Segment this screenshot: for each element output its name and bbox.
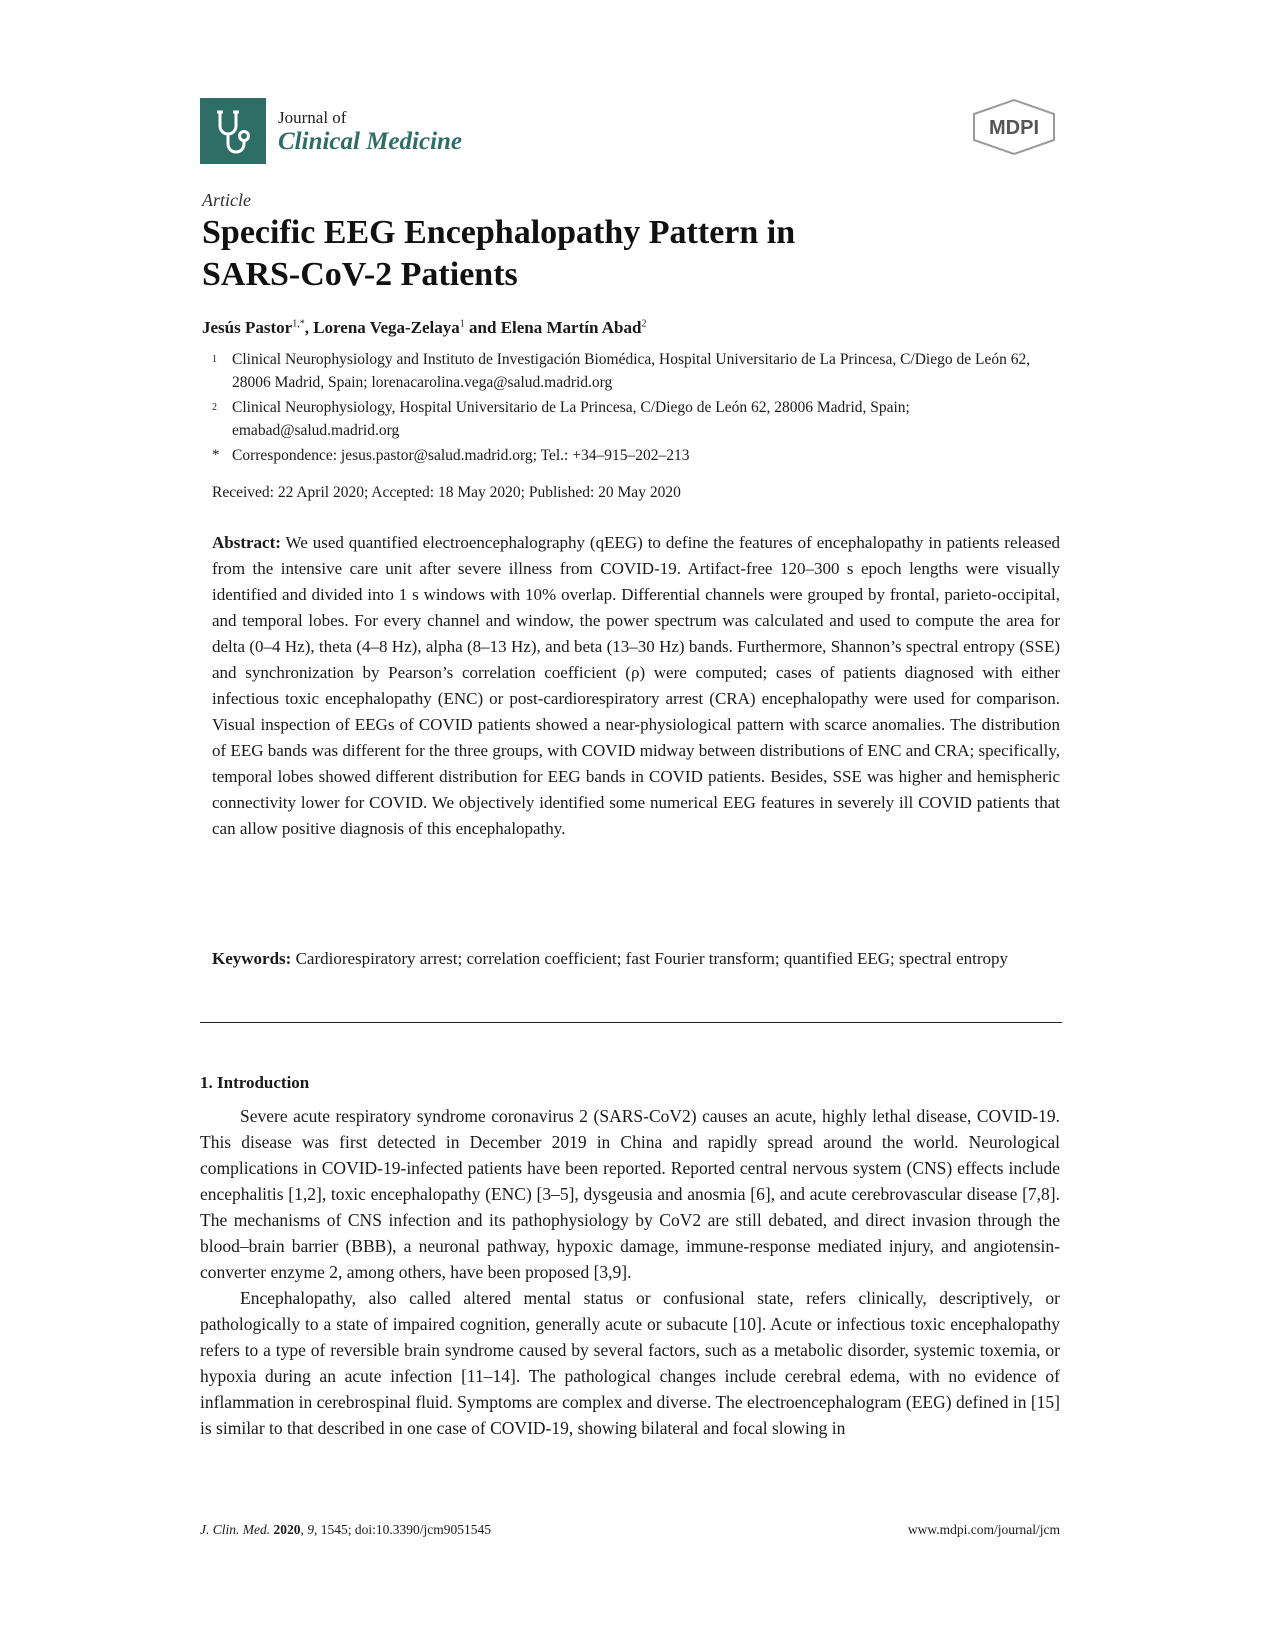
publication-dates: Received: 22 April 2020; Accepted: 18 May 2020; Published: 20 May 2020 [212,484,681,501]
title-line-1: Specific EEG Encephalopathy Pattern in [202,214,796,251]
footer-year: 2020 [273,1522,301,1537]
svg-text:MDPI: MDPI [989,117,1039,139]
affiliation-text: Clinical Neurophysiology and Instituto de Investigación Biomédica, Hospital Universitario de La Princesa, C/Diego de León 62, 28006 Madrid, Spain; lorenacarolina.vega@salud.madrid.org [232,351,1031,391]
article-title [202,212,1102,296]
author-name: Lorena Vega-Zelaya [313,318,460,337]
footer-citation: J. Clin. Med. 2020, 9, 1545; doi:10.3390/jcm9051545 [200,1522,491,1537]
affiliation-1 [212,348,1072,394]
authors [202,318,646,338]
keywords-text: Cardiorespiratory arrest; correlation coefficient; fast Fourier transform; quantified EEG; spectral entropy [295,949,1009,968]
journal-name: Clinical Medicine [278,128,463,155]
author-sup: 2 [641,318,647,330]
correspondence-text: Correspondence: jesus.pastor@salud.madrid.org; Tel.: +34–915–202–213 [232,447,690,464]
footer-volume: 9 [307,1522,314,1537]
footer-journal-abbr: J. Clin. Med. [200,1522,271,1537]
title-line-2: SARS-CoV-2 Patients [202,256,518,293]
author-separator: and [464,318,501,337]
section-body [200,1103,1060,1441]
abstract [212,530,1060,842]
section-heading: 1. Introduction [200,1073,310,1092]
abstract-label: Abstract: [212,533,281,552]
paragraph: Encephalopathy, also called altered mental status or confusional state, refers clinically, descriptively, or pathologically to a state of impaired cognition, generally acute or subacute [10]. Acute or infectious toxic encephalopathy refers to a type of reversible brain syndrome caused by several factors, such as a metabolic disorder, systemic toxemia, or hypoxia during an acute infection [11–14]. The pathological changes include cerebral edema, with no evidence of inflammation in cerebrospinal fluid. Symptoms are complex and diverse. The electroencephalogram (EEG) defined in [15] is similar to that described in one case of COVID-19, showing bilateral and focal slowing in [200,1288,1060,1438]
author-name: Elena Martín Abad [500,318,642,337]
keywords [212,946,1060,972]
author-name: Jesús Pastor [202,318,293,337]
mdpi-logo [970,98,1058,156]
article-type: Article [202,190,251,210]
footer-doi: , 1545; doi:10.3390/jcm9051545 [314,1522,491,1537]
author-sup: 1 [459,318,465,330]
affiliation-text: Clinical Neurophysiology, Hospital Universitario de La Princesa, C/Diego de León 62, 28006 Madrid, Spain; emabad@salud.madrid.org [232,399,910,439]
paragraph: Severe acute respiratory syndrome coronavirus 2 (SARS-CoV2) causes an acute, highly lethal disease, COVID-19. This disease was first detected in December 2019 in China and rapidly spread around the world. Neurological complications in COVID-19-infected patients have been reported. Reported central nervous system (CNS) effects include encephalitis [1,2], toxic encephalopathy (ENC) [3–5], dysgeusia and anosmia [6], and acute cerebrovascular disease [7,8]. The mechanisms of CNS infection and its pathophysiology by CoV2 are still debated, and direct invasion through the blood–brain barrier (BBB), a neuronal pathway, hypoxic damage, immune-response mediated injury, and angiotensin-converter enzyme 2, among others, have been proposed [3,9]. [200,1106,1060,1282]
author-sup: 1,* [292,318,305,330]
journal-logo [200,98,266,164]
author-separator: , [304,318,314,337]
stethoscope-icon [200,98,266,164]
correspondence-mark: * [212,447,220,463]
divider [200,1022,1062,1023]
footer-url[interactable]: www.mdpi.com/journal/jcm [907,1522,1060,1537]
keywords-label: Keywords: [212,949,292,968]
abstract-text: We used quantified electroencephalography (qEEG) to define the features of encephalopathy in patients released from the intensive care unit after severe illness from COVID-19. Artifact-free 120–300 s epoch lengths were visually identified and divided into 1 s windows with 10% overlap. Differential channels were grouped by frontal, parieto-occipital, and temporal lobes. For every channel and window, the power spectrum was calculated and used to compute the area for delta (0–4 Hz), theta (4–8 Hz), alpha (8–13 Hz), and beta (13–30 Hz) bands. Furthermore, Shannon’s spectral entropy (SSE) and synchronization by Pearson’s correlation coefficient (ρ) were computed; cases of patients diagnosed with either infectious toxic encephalopathy (ENC) or post-cardiorespiratory arrest (CRA) encephalopathy were used for comparison. Visual inspection of EEGs of COVID patients showed a near-physiological pattern with scarce anomalies. The distribution of EEG bands was different for the three groups, with COVID midway between distributions of ENC and CRA; specifically, temporal lobes showed different distribution for EEG bands in COVID patients. Besides, SSE was higher and hemispheric connectivity lower for COVID. We objectively identified some numerical EEG features in severely ill COVID patients that can allow positive diagnosis of this encephalopathy. [212,533,1060,838]
affiliation-mark: 1 [212,354,217,365]
journal-of-label: Journal of [278,108,347,127]
affiliation-mark: 2 [212,402,217,413]
affiliation-2 [212,396,1072,442]
correspondence [212,444,1072,467]
